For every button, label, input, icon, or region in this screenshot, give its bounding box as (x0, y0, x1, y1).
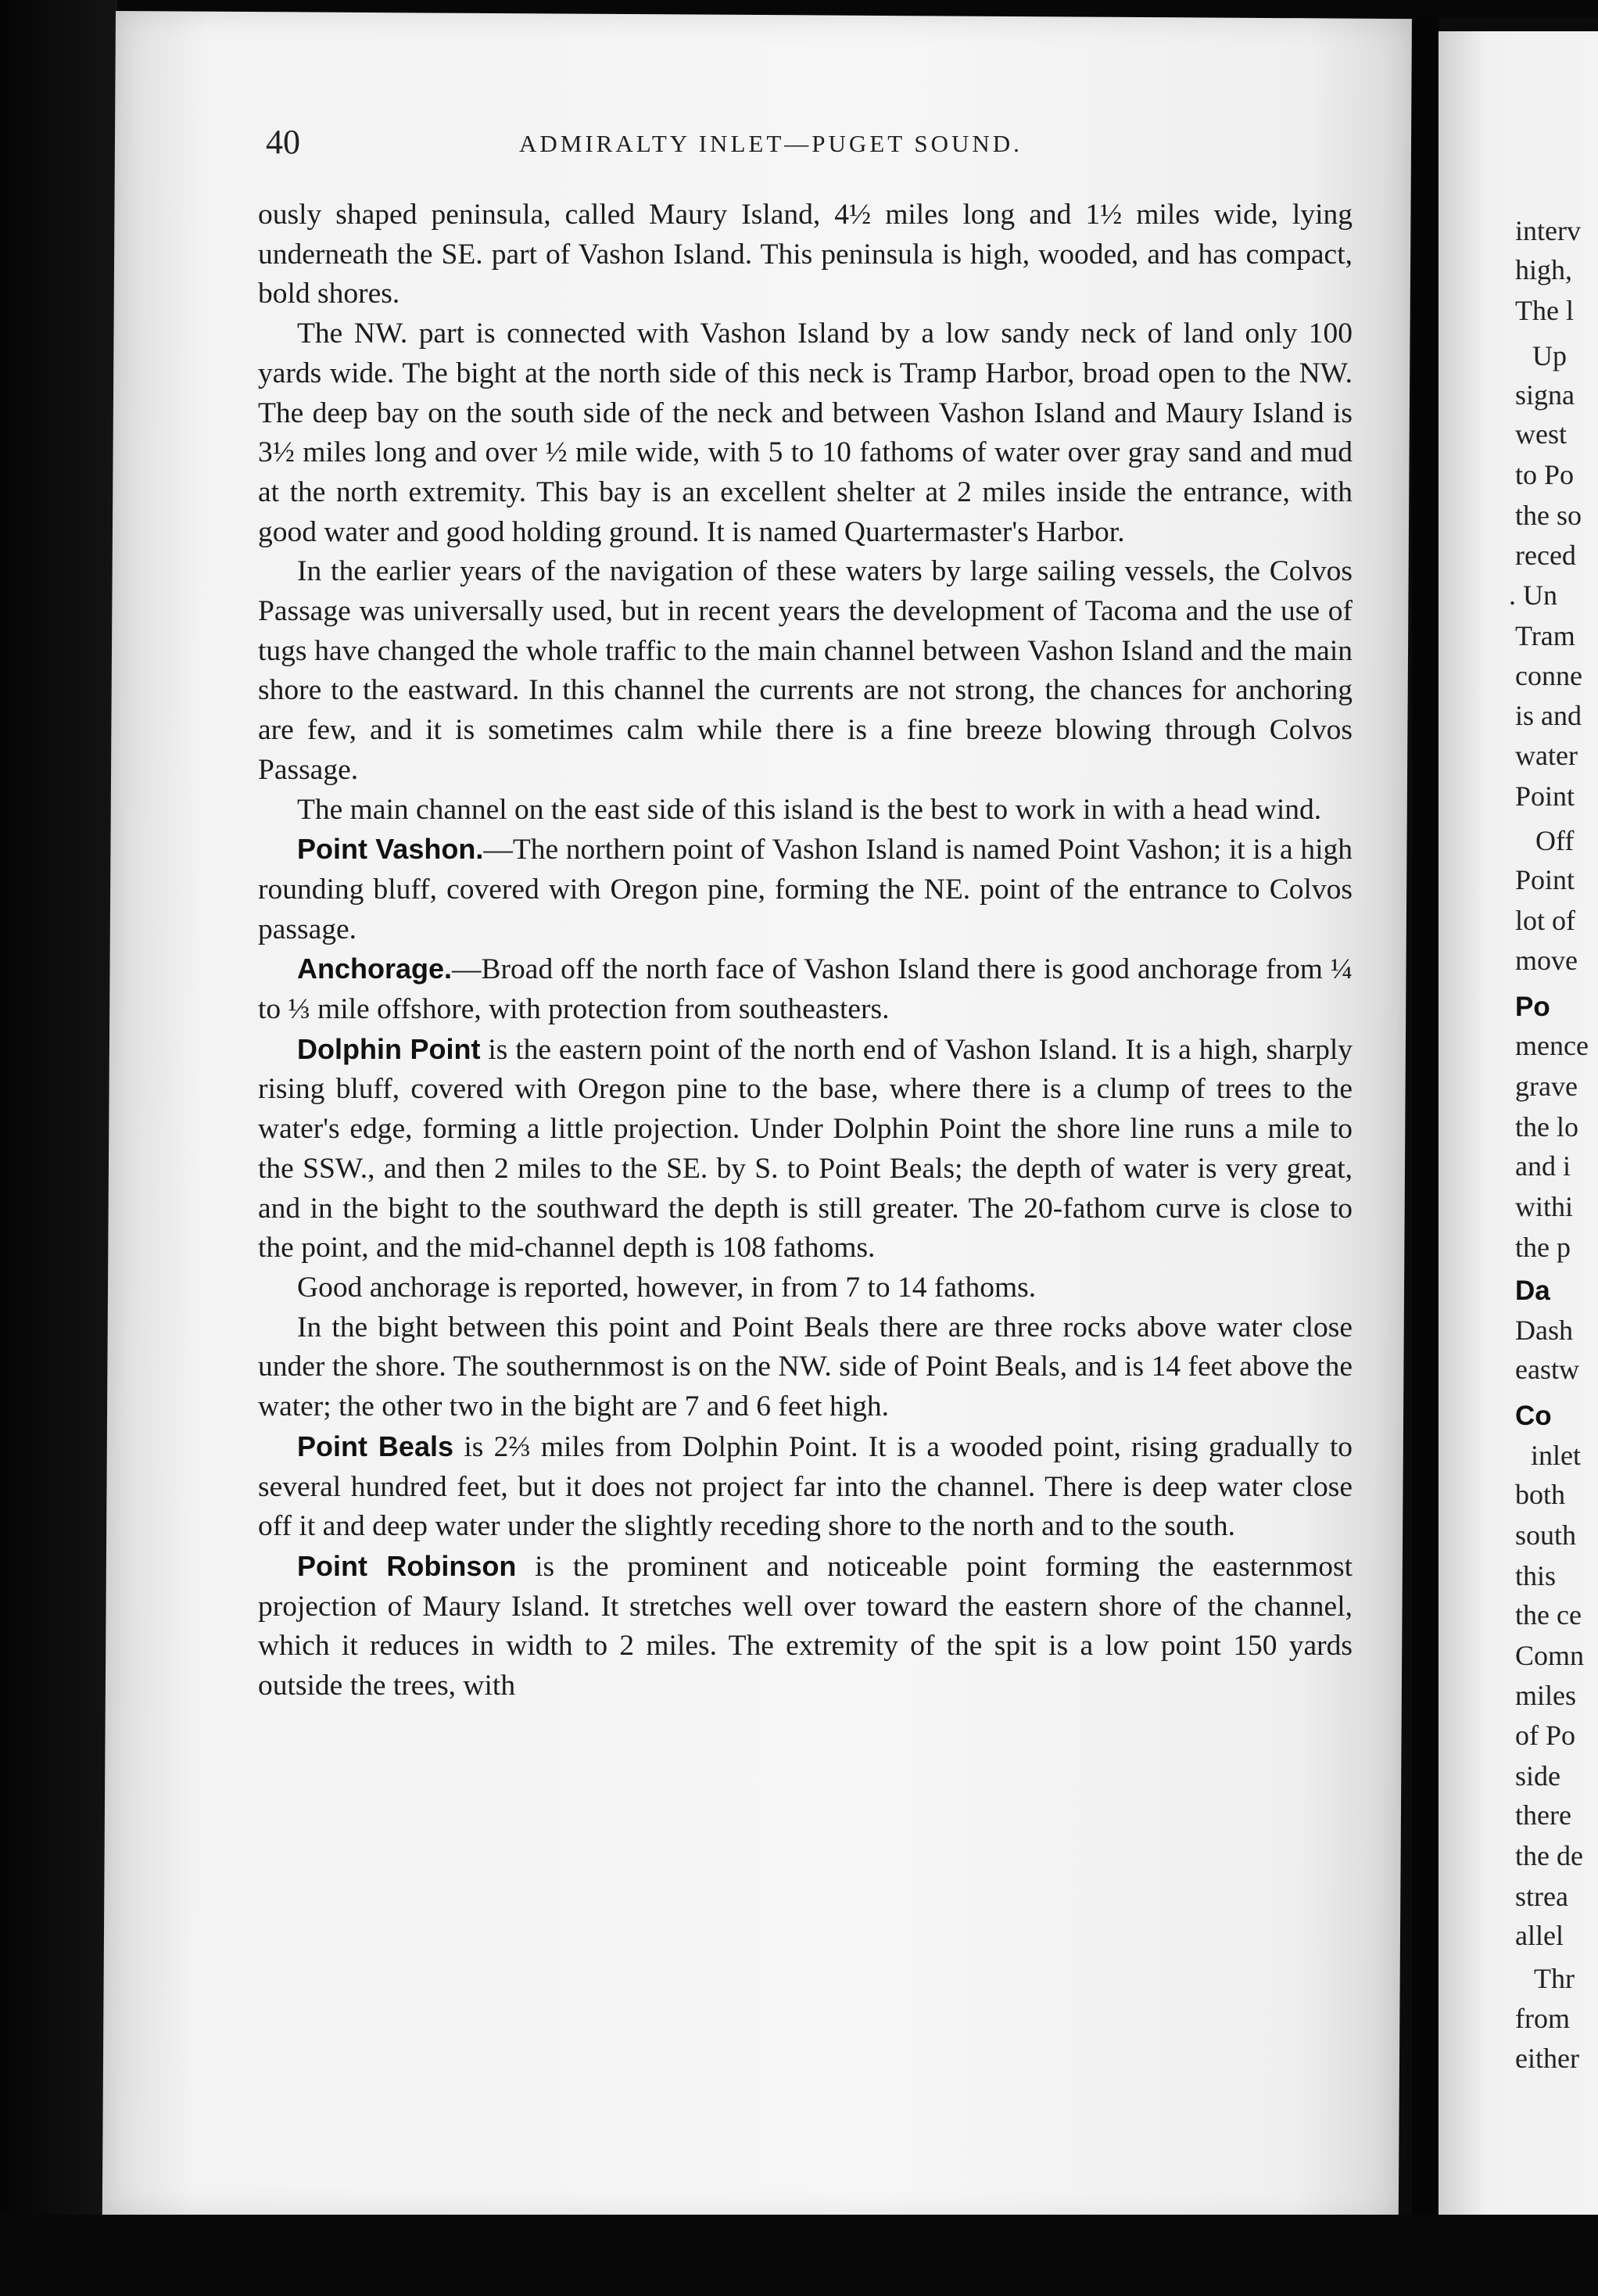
facing-page-line: inlet (1531, 1440, 1581, 1471)
paragraph: The NW. part is connected with Vashon Island by a low sandy neck of land only 100 yards wide. The bight at the north side of this neck is Tramp Harbor, broad open to the NW. The deep bay on the south side of the neck and between Vashon Island and Maury Island is 3½ miles long and over ½ mile wide, with 5 to 10 fathoms of water over gray sand and mud at the north extremity. This bay is an excellent shelter at 2 miles inside the entrance, with good water and good holding ground. It is named Quartermaster's Harbor. (258, 317, 1353, 548)
facing-page-line: Up (1532, 340, 1567, 371)
paragraph: Anchorage.—Broad off the north face of Vashon Island there is good anchorage from ¼ to ⅓ mile offshore, with protection from southeasters. (258, 952, 1353, 1026)
facing-page-line: Tram (1515, 620, 1575, 651)
facing-page-line: allel (1515, 1920, 1564, 1951)
facing-page-line: there (1515, 1799, 1571, 1831)
facing-page-line: the de (1515, 1840, 1583, 1871)
facing-page-line: of Po (1515, 1720, 1576, 1751)
facing-page-line: the p (1515, 1232, 1571, 1263)
section-heading: Dolphin Point (297, 1032, 481, 1065)
facing-page-line: eastw (1515, 1354, 1579, 1385)
facing-page-line: this (1515, 1560, 1557, 1591)
paragraph: Point Vashon.—The northern point of Vashon Island is named Point Vashon; it is a high rounding bluff, covered with Oregon pine, forming the NE. point of the entrance to Colvos passage. (258, 833, 1353, 945)
facing-page-line: . Un (1509, 579, 1557, 611)
facing-page-line: is and (1515, 700, 1582, 731)
facing-page-line: strea (1515, 1881, 1568, 1912)
running-head: ADMIRALTY INLET—PUGET SOUND. (519, 130, 1023, 157)
facing-page-line: the so (1515, 500, 1582, 531)
facing-page-line: conne (1515, 660, 1582, 691)
paragraph: Dolphin Point is the eastern point of the north end of Vashon Island. It is a high, sharply rising bluff, covered with Oregon pine to the base, where there is a clump of trees to the water's edge, forming a little projection. Under Dolphin Point the shore line runs a mile to the SSW., and then 2 miles to the SE. by S. to Point Beals; the depth of water is very great, and in the bight to the southward the depth is still greater. The 20-fathom curve is close to the point, and the mid-channel depth is 108 fathoms. (258, 1032, 1353, 1265)
facing-page-line: Da (1515, 1275, 1550, 1306)
facing-page-line: The l (1515, 295, 1574, 326)
paragraph: The main channel on the east side of this island is the best to work in with a head wind. (297, 793, 1322, 826)
facing-page-line: grave (1515, 1071, 1578, 1102)
facing-page-line: withi (1515, 1191, 1574, 1222)
page-number: 40 (266, 123, 300, 161)
facing-page-line: Point (1515, 864, 1575, 895)
section-heading: Point Vashon. (297, 833, 484, 866)
facing-page-line: signa (1515, 379, 1575, 411)
paragraph: Point Robinson is the prominent and noticeable point forming the easternmost projection of Maury Island. It stretches well over toward the eastern shore of the channel, which it reduces in width to 2 miles. The extremity of the spit is a low point 150 yards outside the trees, with (258, 1549, 1353, 1702)
facing-page-line: high, (1515, 254, 1573, 285)
book-gutter (1412, 16, 1439, 2260)
facing-page-line: reced (1515, 540, 1576, 571)
page-header (266, 122, 1345, 169)
facing-page-line: Point (1515, 780, 1575, 812)
facing-page-line: Off (1535, 825, 1575, 856)
facing-page-line: and i (1515, 1150, 1571, 1182)
paragraph: In the bight between this point and Point Beals there are three rocks above water close under the shore. The southernmost is on the NW. side of Point Beals, and is 14 feet above the water; the other two in the bight are 7 and 6 feet high. (258, 1311, 1353, 1423)
facing-page-line: miles (1515, 1680, 1576, 1711)
paragraph: Point Beals is 2⅔ miles from Dolphin Point. It is a wooded point, rising gradually to several hundred feet, but it does not project far into the channel. There is deep water close off it and deep water under the slightly receding shore to the north and to the south. (258, 1430, 1353, 1543)
section-heading: Anchorage. (297, 952, 453, 985)
paragraph: In the earlier years of the navigation of these waters by large sailing vessels, the Colvos Passage was universally used, but in recent years the development of Tacoma and the use of tugs have changed the whole traffic to the main channel between Vashon Island and the main shore to the eastward. In this channel the currents are not strong, the chances for anchoring are few, and it is sometimes calm while there is a fine breeze blowing through Colvos Passage. (258, 555, 1353, 786)
facing-page-line: Comn (1515, 1640, 1585, 1671)
paragraph: Good anchorage is reported, however, in from 7 to 14 fathoms. (297, 1271, 1037, 1304)
facing-page-line: side (1515, 1760, 1560, 1792)
facing-page-line: west (1515, 418, 1567, 450)
facing-page-line: Co (1515, 1401, 1552, 1431)
facing-page-line: interv (1515, 215, 1581, 246)
body-text (258, 196, 1353, 1706)
facing-page-line: south (1515, 1519, 1577, 1551)
paragraph: ously shaped peninsula, called Maury Island, 4½ miles long and 1½ miles wide, lying underneath the SE. part of Vashon Island. This peninsula is high, wooded, and has compact, bold shores. (258, 199, 1353, 310)
facing-page-line: either (1515, 2043, 1579, 2074)
scan-border-bottom (0, 2215, 1598, 2296)
facing-page-line: move (1515, 945, 1578, 976)
facing-page-line: the lo (1515, 1111, 1578, 1143)
section-heading: Point Robinson (297, 1549, 517, 1582)
facing-page-line: water (1515, 740, 1578, 771)
facing-page-line: both (1515, 1479, 1566, 1510)
scan-border-left (0, 0, 117, 2296)
facing-page-line: from (1515, 2003, 1570, 2034)
facing-page-line: Thr (1534, 1963, 1575, 1994)
facing-page-line: the ce (1515, 1599, 1582, 1631)
facing-page-line: lot of (1515, 905, 1575, 936)
facing-page-line: Dash (1515, 1315, 1573, 1346)
facing-page-line: mence (1515, 1030, 1589, 1061)
facing-page-line: Po (1515, 992, 1550, 1022)
section-heading: Point Beals (297, 1430, 453, 1462)
facing-page-line: to Po (1515, 459, 1575, 490)
